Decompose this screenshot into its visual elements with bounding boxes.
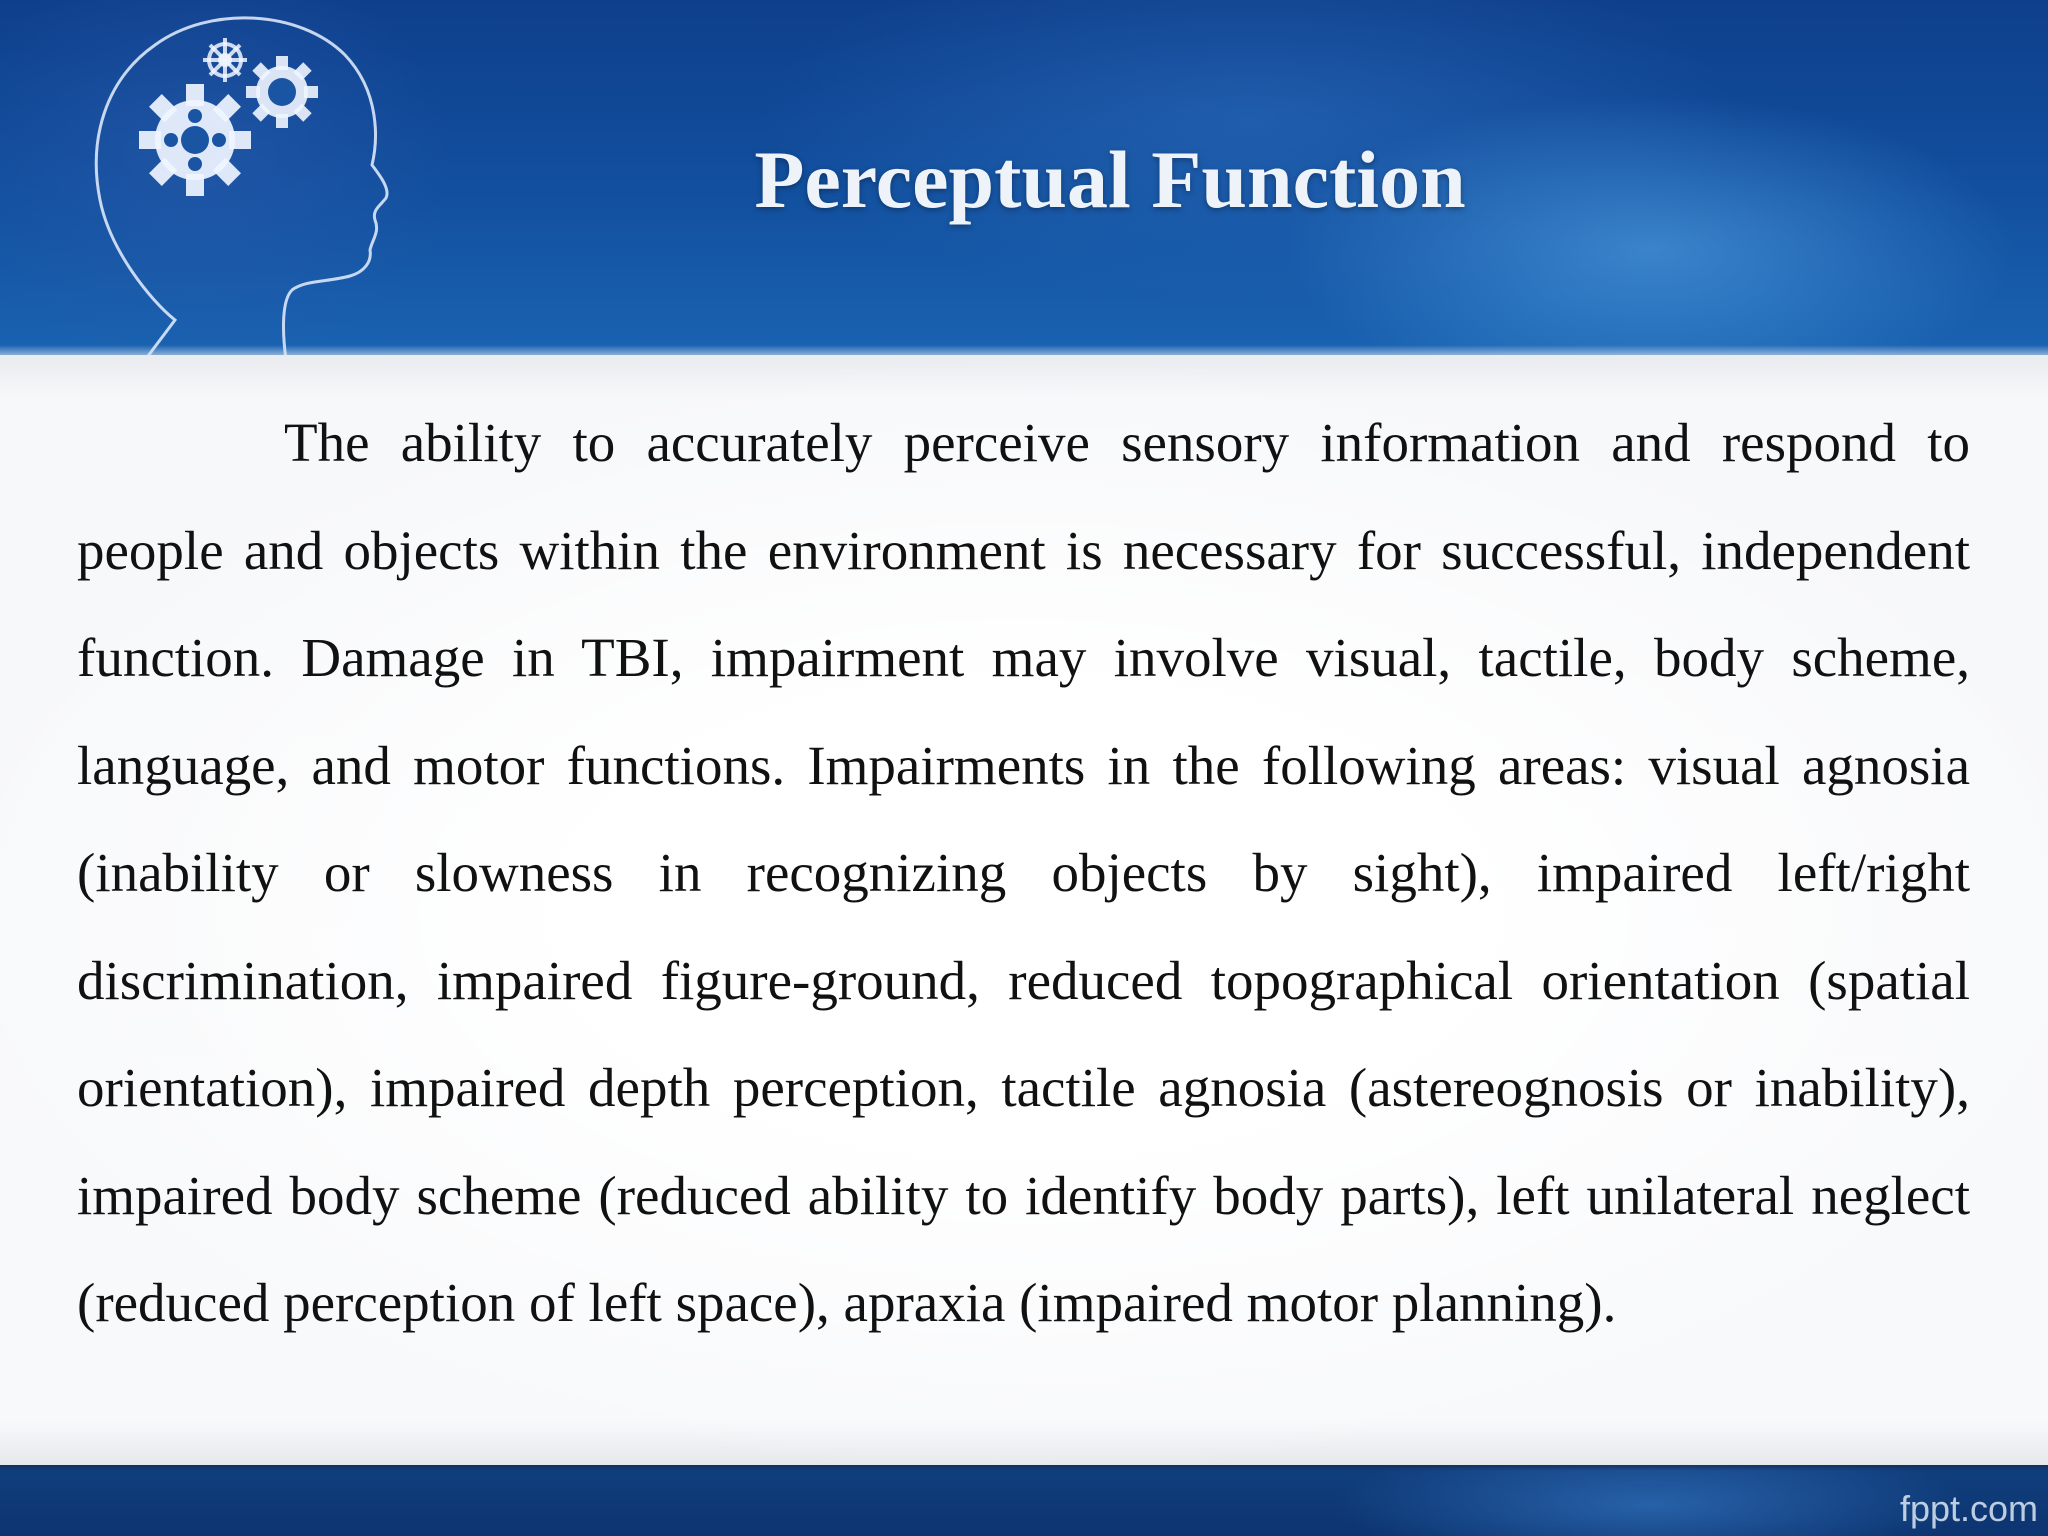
head-with-gears-icon: [60, 0, 460, 360]
header-banner: [0, 0, 2048, 355]
footer-bar: [0, 1465, 2048, 1536]
slide-title: Perceptual Function: [754, 134, 1466, 225]
body-paragraph: The ability to accurately perceive sensory information and respond to people and objects within the environment is necessary for successful, independent function. Damage in TBI, impairment may involve visual, tactile, body scheme, language, and motor functions. Impairments in the following areas: visual agnosia (inability or slowness in recognizing objects by sight), impaired left/right discrimination, impaired figure-ground, reduced topographical orientation (spatial orientation), impaired depth perception, tactile agnosia (astereognosis or inability), impaired body scheme (reduced ability to identify body parts), left unilateral neglect (reduced perception of left space), apraxia (impaired motor planning).: [77, 412, 1970, 1333]
watermark: fppt.com: [1899, 1488, 2038, 1529]
content-area: [0, 355, 2048, 1465]
